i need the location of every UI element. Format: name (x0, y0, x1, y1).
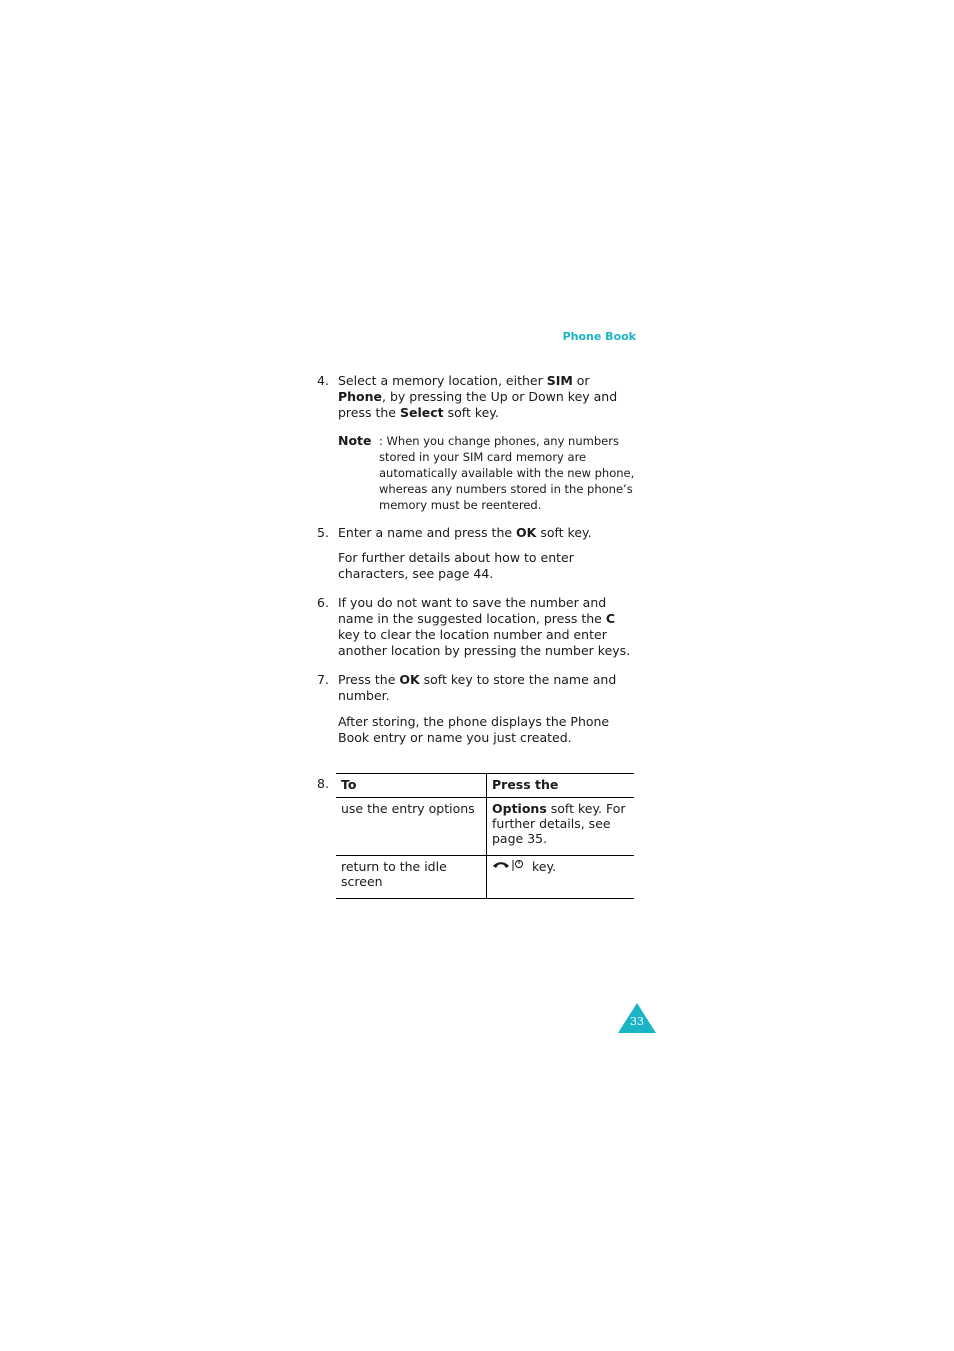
phone-option: Phone (338, 389, 383, 404)
step-text: Press the OK soft key to store the name and number. (338, 672, 617, 703)
step-number: 6. (317, 595, 329, 610)
ok-key-label: OK (516, 525, 537, 540)
instructions (317, 373, 637, 746)
note-label: Note (338, 433, 372, 448)
step-number: 7. (317, 672, 329, 687)
c-key-label: C (605, 611, 615, 626)
page-number-badge (617, 1002, 657, 1034)
select-key-label: Select (399, 405, 444, 420)
step-number: 5. (317, 525, 329, 540)
cell-key: Options soft key. For further details, see page 35. (487, 798, 635, 856)
step-text: If you do not want to save the number and name in the suggested location, press the C key to clear the location number and enter another location by pressing the number keys. (338, 595, 631, 658)
table-row (336, 798, 634, 856)
column-header-to: To (336, 774, 487, 798)
step-text: Select a memory location, either SIM or Phone, by pressing the Up or Down key and press the Select soft key. (338, 373, 618, 420)
note-text: : When you change phones, any numbers stored in your SIM card memory are automatically available with the new phone, whereas any numbers stored in the phone’s memory must be reentered. (379, 434, 635, 512)
step-8-number: 8. (317, 776, 329, 791)
cell-action: use the entry options (336, 798, 487, 856)
end-power-key-icon (492, 859, 524, 876)
cell-key: key. (487, 856, 635, 899)
column-header-press: Press the (487, 774, 635, 798)
ok-key-label: OK (399, 672, 420, 687)
step-4 (317, 373, 637, 421)
table-header-row (336, 774, 634, 798)
page-number: 33 (630, 1015, 644, 1028)
section-header: Phone Book (562, 330, 636, 343)
step-6 (317, 595, 637, 659)
step-text: Enter a name and press the OK soft key. (338, 525, 592, 540)
step-7-detail: After storing, the phone displays the Phone Book entry or name you just created. (338, 714, 610, 745)
step-5 (317, 525, 637, 541)
step-number: 4. (317, 373, 329, 388)
sim-option: SIM (546, 373, 573, 388)
key-table (336, 773, 634, 899)
step-5-detail: For further details about how to enter characters, see page 44. (338, 550, 574, 581)
step-7 (317, 672, 637, 704)
cell-action: return to the idle screen (336, 856, 487, 899)
options-key-label: Options (492, 801, 547, 816)
note (338, 433, 637, 513)
table-row (336, 856, 634, 899)
